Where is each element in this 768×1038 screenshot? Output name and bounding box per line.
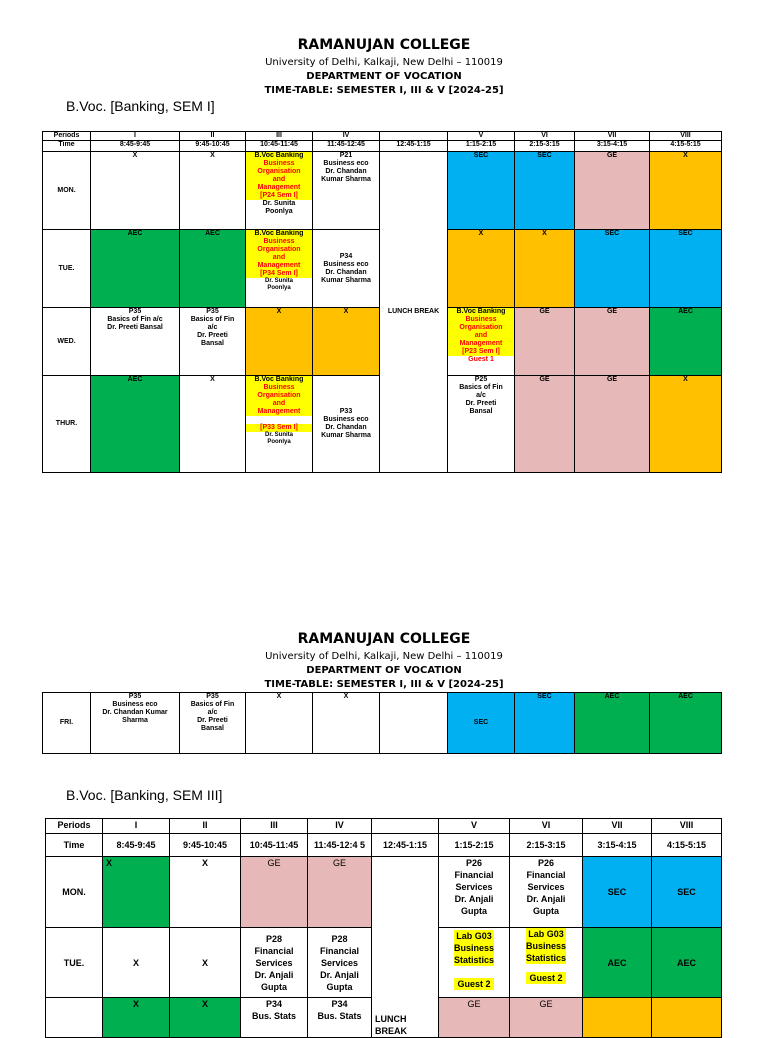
room-line: P21 (339, 152, 353, 159)
teacher-line: Sharma (122, 717, 148, 724)
aec-cell: AEC (575, 693, 650, 754)
period-header: III (241, 819, 308, 834)
teacher-line: Dr. Sunita (264, 432, 293, 438)
ge-cell: GE (308, 857, 372, 928)
sec-cell: SEC (583, 857, 652, 928)
class-cell (180, 308, 246, 376)
class-cell (313, 152, 380, 230)
course-line: a/c (207, 709, 218, 716)
time-slot: 3:15-4:15 (575, 141, 650, 152)
teacher-line: Dr. Chandan Kumar (102, 709, 168, 716)
timetable-sem1 (42, 131, 722, 473)
ge-cell: GE (515, 308, 575, 376)
period-header: VIII (652, 819, 722, 834)
class-cell (448, 376, 515, 473)
time-slot: 2:15-3:15 (515, 141, 575, 152)
course-line: Business eco (323, 260, 369, 268)
teacher-line: Dr. Anjali (320, 969, 359, 980)
free-cell: X (103, 857, 170, 928)
teacher-line: Dr. Chandan (325, 268, 367, 276)
time-slot: 4:15-5:15 (650, 141, 722, 152)
time-slot: 8:45-9:45 (103, 834, 170, 857)
time-row (43, 141, 722, 152)
room-line: P28 (265, 933, 282, 944)
timetable-title: TIME-TABLE: SEMESTER I, III & V [2024-25] (264, 679, 504, 690)
period-header: VI (510, 819, 583, 834)
timetable-title: TIME-TABLE: SEMESTER I, III & V [2024-25] (264, 85, 504, 96)
course-line: Business (246, 160, 312, 168)
course-line: Business (448, 316, 514, 324)
room-line: P35 (206, 308, 219, 315)
room-line: P28 (331, 933, 348, 944)
course-line: Financial (254, 945, 294, 956)
period-header: IV (308, 819, 372, 834)
course-line: Services (455, 882, 493, 892)
course-line: and (246, 176, 312, 184)
teacher-line: Gupta (326, 981, 353, 992)
class-cell (241, 928, 308, 998)
timetable-sem3 (45, 818, 722, 1038)
college-address: University of Delhi, Kalkaji, New Delhi – 110019 (265, 651, 503, 662)
course-line: Management (246, 262, 312, 270)
program-title-sem1: B.Voc. [Banking, SEM I] (66, 98, 215, 114)
course-line: Business (246, 384, 312, 392)
course-line: B.Voc Banking (246, 230, 312, 238)
ge-cell: GE (575, 308, 650, 376)
room-line: P25 (474, 376, 488, 383)
course-line: [P24 Sem I] (246, 192, 312, 200)
teacher-line: Poonlya (267, 285, 291, 291)
course-line: Business (525, 941, 567, 951)
class-cell (246, 152, 313, 230)
time-slot: 9:45-10:45 (180, 141, 246, 152)
sec-cell: SEC (652, 857, 722, 928)
time-row (46, 834, 722, 857)
period-header: V (439, 819, 510, 834)
aec-cell: AEC (650, 693, 722, 754)
time-slot: 4:15-5:15 (652, 834, 722, 857)
teacher-line: Gupta (261, 981, 287, 992)
course-line: Basics of Fin (190, 316, 235, 323)
class-cell: X (91, 152, 180, 230)
period-header: VI (515, 132, 575, 141)
teacher-line: Dr. Anjali (454, 894, 494, 904)
college-address: University of Delhi, Kalkaji, New Delhi – 110019 (265, 57, 503, 68)
course-line: Basics of Fin a/c (107, 316, 163, 323)
periods-label: Periods (46, 819, 103, 834)
free-cell (583, 998, 652, 1038)
course-line: a/c (207, 324, 218, 331)
day-label: MON. (43, 152, 91, 230)
class-cell (448, 308, 515, 376)
teacher-line: Dr. Preeti (197, 717, 228, 724)
ge-cell: GE (510, 998, 583, 1038)
free-cell: X (515, 230, 575, 308)
time-label: Time (46, 834, 103, 857)
sec-cell: SEC (515, 693, 575, 754)
lunch-break-cell: LUNCH BREAK (380, 152, 448, 473)
teacher-line: Guest 2 (454, 978, 494, 990)
day-row-fri (43, 693, 722, 754)
day-label (46, 998, 103, 1038)
aec-cell: AEC (583, 928, 652, 998)
time-slot: 11:45-12:45 (313, 141, 380, 152)
period-header: I (103, 819, 170, 834)
course-line: and (448, 332, 514, 340)
course-line: Bus. Stats (251, 1011, 296, 1021)
course-line: and (246, 400, 312, 408)
free-cell: X (170, 998, 241, 1038)
teacher-line: Kumar Sharma (321, 176, 371, 183)
course-line: B.Voc Banking (246, 152, 312, 160)
room-line: P26 (537, 858, 554, 868)
teacher-line: Dr. Chandan (325, 424, 367, 431)
teacher-line: Poonlya (267, 439, 291, 445)
time-slot: 1:15-2:15 (448, 141, 515, 152)
time-slot: 12:45-1:15 (372, 834, 439, 857)
class-cell (246, 230, 313, 308)
room-line: P34 (339, 252, 353, 260)
class-cell (308, 998, 372, 1038)
class-cell (91, 308, 180, 376)
course-line: Organisation (246, 246, 312, 254)
free-cell: X (103, 998, 170, 1038)
course-line: Organisation (246, 392, 312, 400)
time-slot: 11:45-12:4 5 (308, 834, 372, 857)
periods-label: Periods (43, 132, 91, 141)
periods-row (43, 132, 722, 141)
period-header: IV (313, 132, 380, 141)
free-cell: X (246, 308, 313, 376)
time-slot: 3:15-4:15 (583, 834, 652, 857)
time-slot: 12:45-1:15 (380, 141, 448, 152)
teacher-line: Dr. Preeti (465, 400, 497, 407)
course-line: Organisation (246, 168, 312, 176)
free-cell: X (650, 152, 722, 230)
department-name: DEPARTMENT OF VOCATION (306, 71, 462, 82)
class-cell (313, 230, 380, 308)
sec-cell: SEC (515, 152, 575, 230)
teacher-line: Gupta (533, 906, 559, 916)
course-line: Statistics (453, 955, 495, 965)
ge-cell: GE (575, 376, 650, 473)
teacher-line: Gupta (461, 906, 487, 916)
free-cell: X (650, 376, 722, 473)
ge-cell: GE (575, 152, 650, 230)
period-header: VIII (650, 132, 722, 141)
room-line: P35 (128, 308, 142, 315)
free-cell: X (170, 928, 241, 998)
room-line: P33 (339, 408, 353, 415)
ge-cell: GE (241, 857, 308, 928)
room-line: P34 (265, 999, 282, 1009)
course-line: Financial (526, 870, 566, 880)
room-line: P35 (128, 693, 142, 700)
class-cell (241, 998, 308, 1038)
class-cell (439, 928, 510, 998)
period-header: II (170, 819, 241, 834)
class-cell (91, 693, 180, 754)
course-line: Lab G03 (454, 930, 494, 942)
teacher-line: Dr. Anjali (254, 969, 294, 980)
period-header: II (180, 132, 246, 141)
free-cell: X (448, 230, 515, 308)
course-line: Basics of Fin (459, 384, 503, 391)
free-cell: X (170, 857, 241, 928)
course-line: [P23 Sem I] (448, 348, 514, 356)
sec-cell: SEC (448, 693, 515, 754)
course-line: Services (320, 957, 359, 968)
course-line: Business eco (112, 701, 158, 708)
course-line: Services (527, 882, 565, 892)
aec-cell: AEC (91, 230, 180, 308)
course-line: Management (448, 340, 514, 348)
time-slot: 10:45-11:45 (246, 141, 313, 152)
period-header: V (448, 132, 515, 141)
room-line: P34 (331, 999, 348, 1009)
aec-cell: AEC (652, 928, 722, 998)
day-label: TUE. (43, 230, 91, 308)
class-cell (439, 857, 510, 928)
day-row-mon (46, 857, 722, 928)
timetable-sem1-friday (42, 692, 722, 754)
teacher-line: Poonlya (265, 208, 293, 215)
class-cell (246, 376, 313, 473)
lunch-cell (380, 693, 448, 754)
teacher-line: Guest 1 (468, 356, 494, 363)
department-name: DEPARTMENT OF VOCATION (306, 665, 462, 676)
college-name: RAMANUJAN COLLEGE (297, 37, 471, 53)
teacher-line: Bansal (201, 725, 224, 732)
teacher-line: Dr. Anjali (526, 894, 566, 904)
course-line: Business (453, 943, 495, 953)
lunch-break-cell: LUNCH BREAK (372, 857, 439, 1038)
time-slot: 2:15-3:15 (510, 834, 583, 857)
course-line: Management (246, 184, 312, 192)
sec-cell: SEC (448, 152, 515, 230)
class-cell (180, 693, 246, 754)
course-line: and (246, 254, 312, 262)
course-line: B.Voc Banking (448, 308, 514, 316)
time-slot: 1:15-2:15 (439, 834, 510, 857)
free-cell: X (103, 928, 170, 998)
course-line: Basics of Fin (190, 701, 235, 708)
room-line: P26 (465, 858, 482, 868)
period-header: I (91, 132, 180, 141)
period-header: III (246, 132, 313, 141)
day-label: THUR. (43, 376, 91, 473)
sec-cell: SEC (575, 230, 650, 308)
free-cell: X (313, 308, 380, 376)
period-header (380, 132, 448, 141)
class-cell (308, 928, 372, 998)
class-cell: X (180, 376, 246, 473)
aec-cell: AEC (180, 230, 246, 308)
periods-row (46, 819, 722, 834)
free-cell (652, 998, 722, 1038)
day-label: TUE. (46, 928, 103, 998)
course-line: [P33 Sem I] (246, 424, 312, 432)
class-cell: X (313, 693, 380, 754)
teacher-line: Dr. Sunita (264, 278, 293, 284)
class-cell (510, 928, 583, 998)
course-line: Bus. Stats (317, 1011, 362, 1021)
course-line: Business eco (323, 160, 369, 167)
teacher-line: Kumar Sharma (321, 432, 371, 439)
aec-cell: AEC (650, 308, 722, 376)
teacher-line: Dr. Chandan (325, 168, 367, 175)
class-cell: X (246, 693, 313, 754)
course-line: Financial (319, 945, 359, 956)
class-cell (313, 376, 380, 473)
teacher-line: Bansal (469, 408, 493, 415)
course-line: Organisation (448, 324, 514, 332)
course-line: [P34 Sem I] (246, 270, 312, 278)
period-header: VII (583, 819, 652, 834)
college-name: RAMANUJAN COLLEGE (297, 631, 471, 647)
course-line: Business (246, 238, 312, 246)
ge-cell: GE (439, 998, 510, 1038)
period-header (372, 819, 439, 834)
course-line: Business eco (323, 416, 369, 423)
day-label: MON. (46, 857, 103, 928)
period-header: VII (575, 132, 650, 141)
course-line: a/c (476, 392, 486, 399)
teacher-line: Bansal (201, 340, 224, 347)
sec-cell: SEC (650, 230, 722, 308)
time-slot: 8:45-9:45 (91, 141, 180, 152)
time-slot: 10:45-11:45 (241, 834, 308, 857)
class-cell: X (180, 152, 246, 230)
teacher-line: Dr. Sunita (262, 200, 296, 207)
day-label: WED. (43, 308, 91, 376)
ge-cell: GE (515, 376, 575, 473)
course-line: Lab G03 (526, 928, 566, 940)
day-row-mon (43, 152, 722, 230)
teacher-line: Dr. Preeti (197, 332, 228, 339)
teacher-line: Guest 2 (526, 972, 566, 984)
course-line: Services (255, 957, 293, 968)
time-label: Time (43, 141, 91, 152)
course-line: Statistics (525, 953, 567, 963)
time-slot: 9:45-10:45 (170, 834, 241, 857)
teacher-line: Kumar Sharma (321, 276, 371, 284)
course-line: B.Voc Banking (246, 376, 312, 384)
program-title-sem3: B.Voc. [Banking, SEM III] (66, 787, 223, 803)
aec-cell: AEC (91, 376, 180, 473)
class-cell (510, 857, 583, 928)
room-line: P35 (206, 693, 219, 700)
course-line: Financial (454, 870, 494, 880)
course-line: Management (246, 408, 312, 416)
teacher-line: Dr. Preeti Bansal (107, 324, 163, 331)
day-label: FRI. (43, 693, 91, 754)
